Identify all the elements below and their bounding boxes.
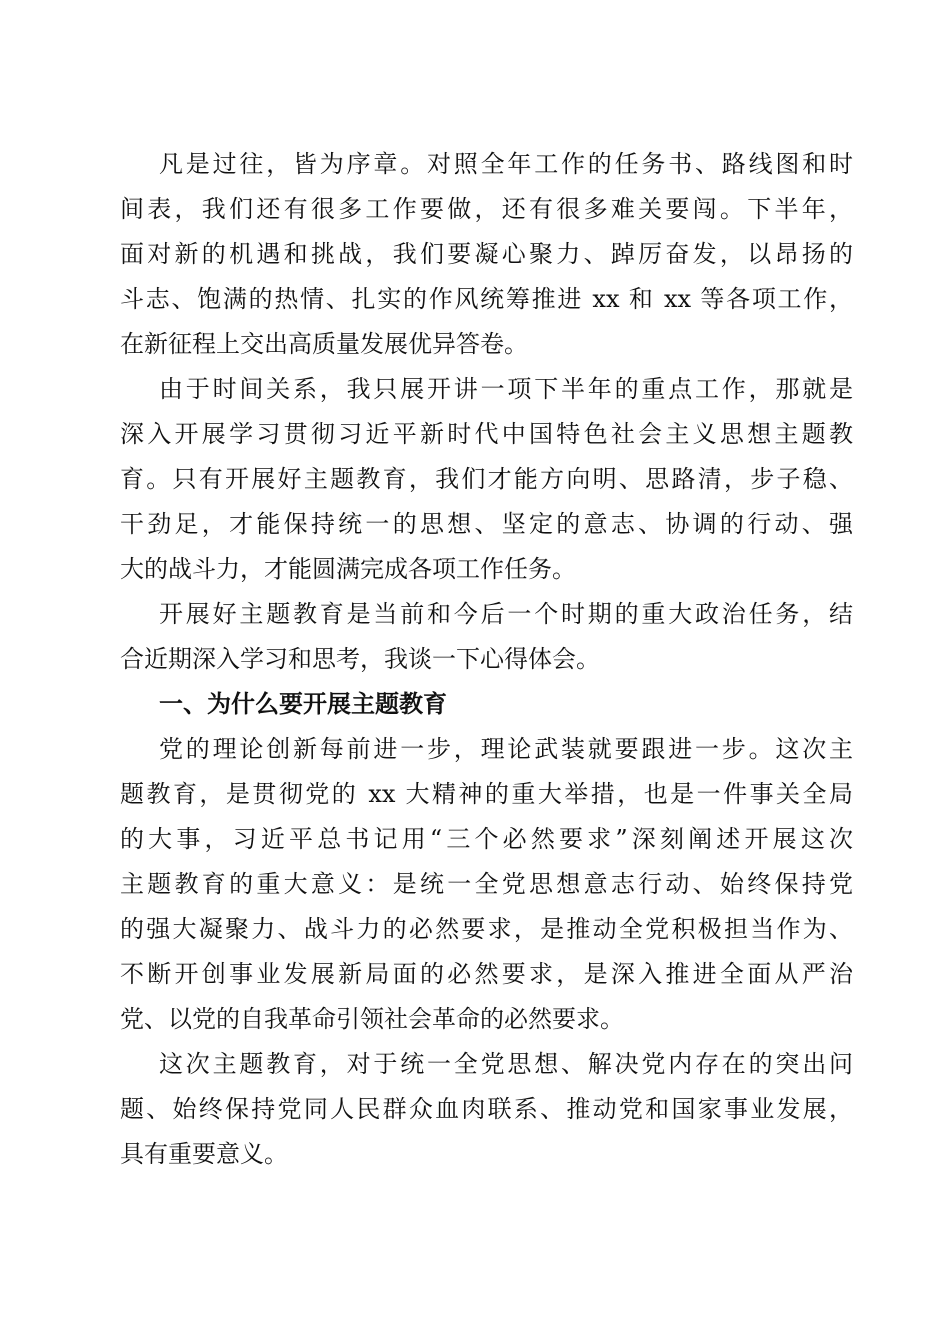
paragraph-line: 在新征程上交出高质量发展优异答卷。 xyxy=(120,330,528,358)
paragraph-line: 育。只有开展好主题教育，我们才能方向明、思路清，步子稳、 xyxy=(120,465,853,493)
paragraph-line: 深入开展学习贯彻习近平新时代中国特色社会主义思想主题教 xyxy=(120,420,853,448)
paragraph-line: 大的战斗力，才能圆满完成各项工作任务。 xyxy=(120,555,576,583)
paragraph-line: 党、以党的自我革命引领社会革命的必然要求。 xyxy=(120,1005,624,1033)
paragraph-line: 党的理论创新每前进一步，理论武装就要跟进一步。这次主 xyxy=(159,735,853,763)
paragraph-line: 题、始终保持党同人民群众血肉联系、推动党和国家事业发展， xyxy=(120,1095,853,1123)
paragraph-5 xyxy=(120,1042,853,1177)
paragraph-line: 具有重要意义。 xyxy=(120,1140,288,1168)
paragraph-line: 间表，我们还有很多工作要做，还有很多难关要闯。下半年， xyxy=(120,195,853,223)
paragraph-line: 由于时间关系，我只展开讲一项下半年的重点工作，那就是 xyxy=(159,375,853,403)
paragraph-line: 面对新的机遇和挑战，我们要凝心聚力、踔厉奋发，以昂扬的 xyxy=(120,240,853,268)
paragraph-line: 题教育，是贯彻党的 xx 大精神的重大举措，也是一件事关全局 xyxy=(120,780,853,808)
paragraph-3 xyxy=(120,592,853,682)
paragraph-2 xyxy=(120,367,853,592)
paragraph-line: 这次主题教育，对于统一全党思想、解决党内存在的突出问 xyxy=(159,1050,853,1078)
paragraph-line: 斗志、饱满的热情、扎实的作风统筹推进 xx 和 xx 等各项工作， xyxy=(120,285,853,313)
paragraph-1 xyxy=(120,142,853,367)
section-heading: 一、为什么要开展主题教育 xyxy=(159,690,447,718)
paragraph-4 xyxy=(120,727,853,1042)
document-body xyxy=(120,142,853,1177)
paragraph-line: 合近期深入学习和思考，我谈一下心得体会。 xyxy=(120,645,600,673)
paragraph-line: 的大事，习近平总书记用“三个必然要求”深刻阐述开展这次 xyxy=(120,825,853,853)
paragraph-line: 开展好主题教育是当前和今后一个时期的重大政治任务，结 xyxy=(159,600,853,628)
paragraph-line: 的强大凝聚力、战斗力的必然要求，是推动全党积极担当作为、 xyxy=(120,915,853,943)
paragraph-line: 主题教育的重大意义：是统一全党思想意志行动、始终保持党 xyxy=(120,870,853,898)
paragraph-line: 干劲足，才能保持统一的思想、坚定的意志、协调的行动、强 xyxy=(120,510,853,538)
paragraph-line: 不断开创事业发展新局面的必然要求，是深入推进全面从严治 xyxy=(120,960,853,988)
paragraph-line: 凡是过往，皆为序章。对照全年工作的任务书、路线图和时 xyxy=(159,150,853,178)
